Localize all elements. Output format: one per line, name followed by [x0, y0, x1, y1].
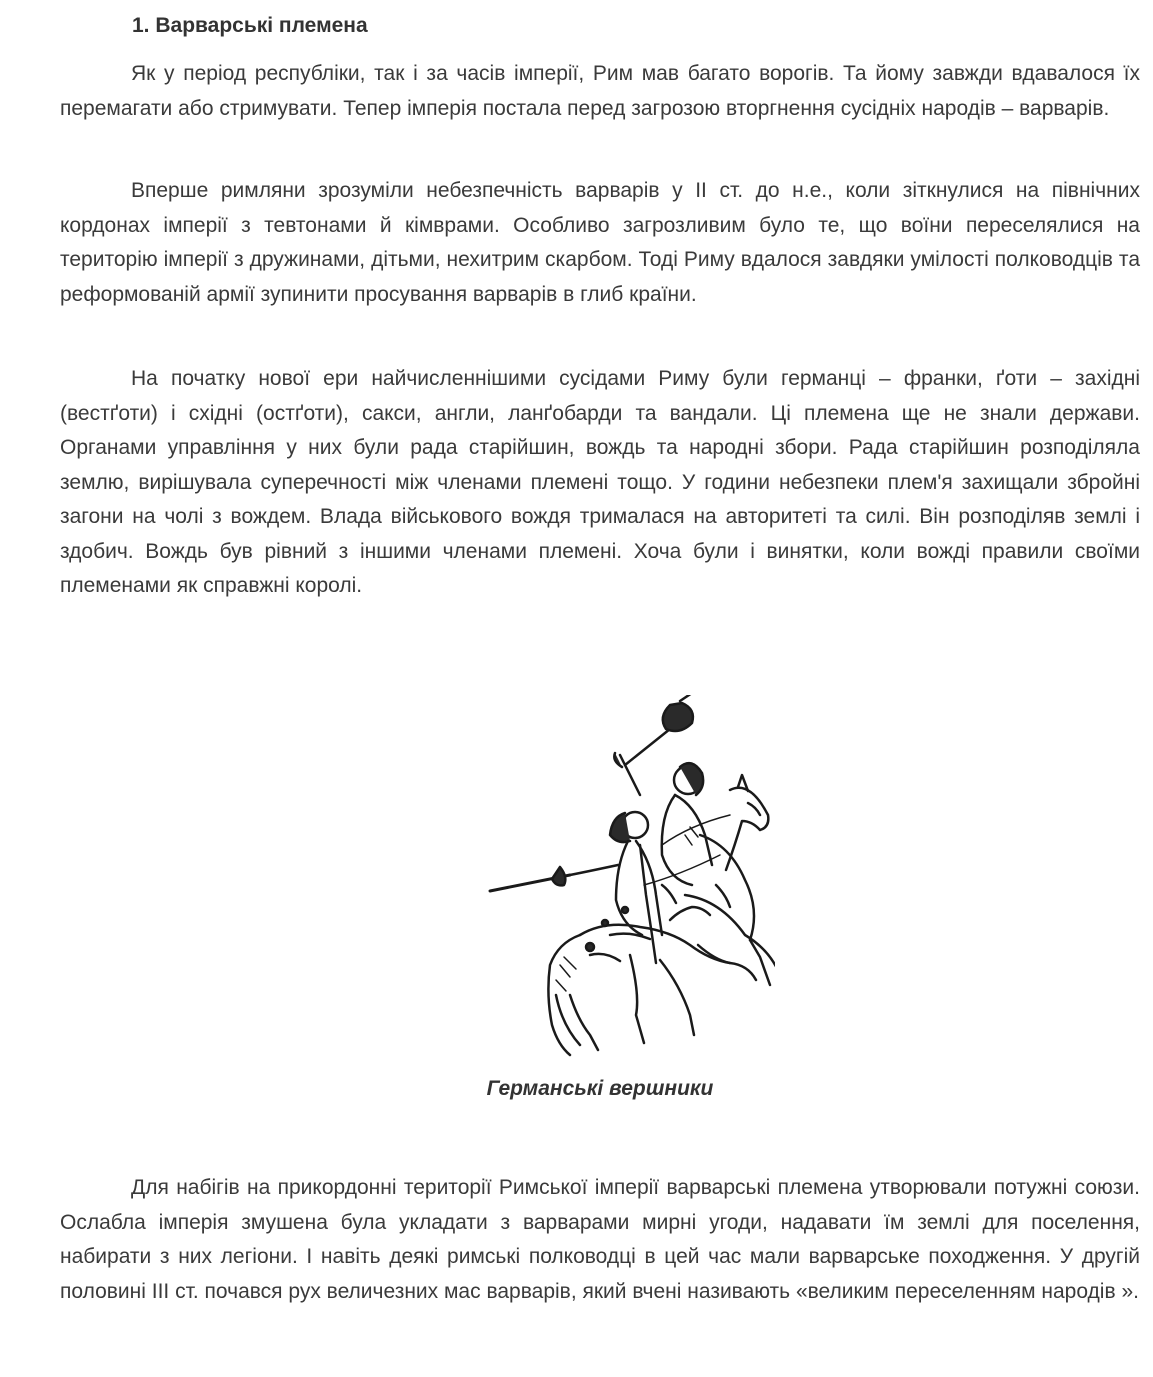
paragraph-migration: Для набігів на прикордонні території Римської імперії варварські племена утворювали потужні союзи. Ослабла імперія змушена була укладати з варварами мирні угоди, надавати їм землі для поселення, набирати з них легіони. І навіть деякі римські полководці в цей час мали варварське походження. У другій половині ІІІ ст. почався рух величезних мас варварів, який вчені називають «великим переселенням народів ». [60, 1176, 1140, 1303]
paragraph-first-contact: Вперше римляни зрозуміли небезпечність варварів у ІІ ст. до н.е., коли зіткнулися на північних кордонах імперії з тевтонами й кімврами. Особливо загрозливим було те, що воїни переселялися на територію імперії з дружинами, дітьми, нехитрим скарбом. Тоді Риму вдалося завдяки умілості полководців та реформованій армії зупинити просування варварів в глиб країни. [60, 179, 1140, 306]
section-heading: 1. Варварські племена [132, 14, 368, 37]
germanic-horsemen-illustration [430, 695, 775, 1060]
figure-caption: Германські вершники [486, 1077, 714, 1100]
paragraph-intro: Як у період республіки, так і за часів імперії, Рим мав багато ворогів. Та йому завжди вдавалося їх перемагати або стримувати. Тепер імперія постала перед загрозою вторгнення сусідніх народів – варварів. [60, 62, 1140, 120]
paragraph-germanic-tribes: На початку нової ери найчисленнішими сусідами Риму були германці – франки, ґоти – західні (вестґоти) і східні (остґоти), сакси, англи, ланґобарди та вандали. Ці племена ще не знали держави. Органами управління у них були рада старійшин, вождь та народні збори. Рада старійшин розподіляла землю, вирішувала суперечності між членами племені тощо. У години небезпеки плем'я захищали збройні загони на чолі з вождем. Влада військового вождя трималася на авторитеті та силі. Він розподіляв землі і здобич. Вождь був рівний з іншими членами племені. Хоча були і винятки, коли вожді правили своїми племенами як справжні королі. [60, 367, 1140, 597]
horsemen-drawing-icon [430, 695, 775, 1060]
